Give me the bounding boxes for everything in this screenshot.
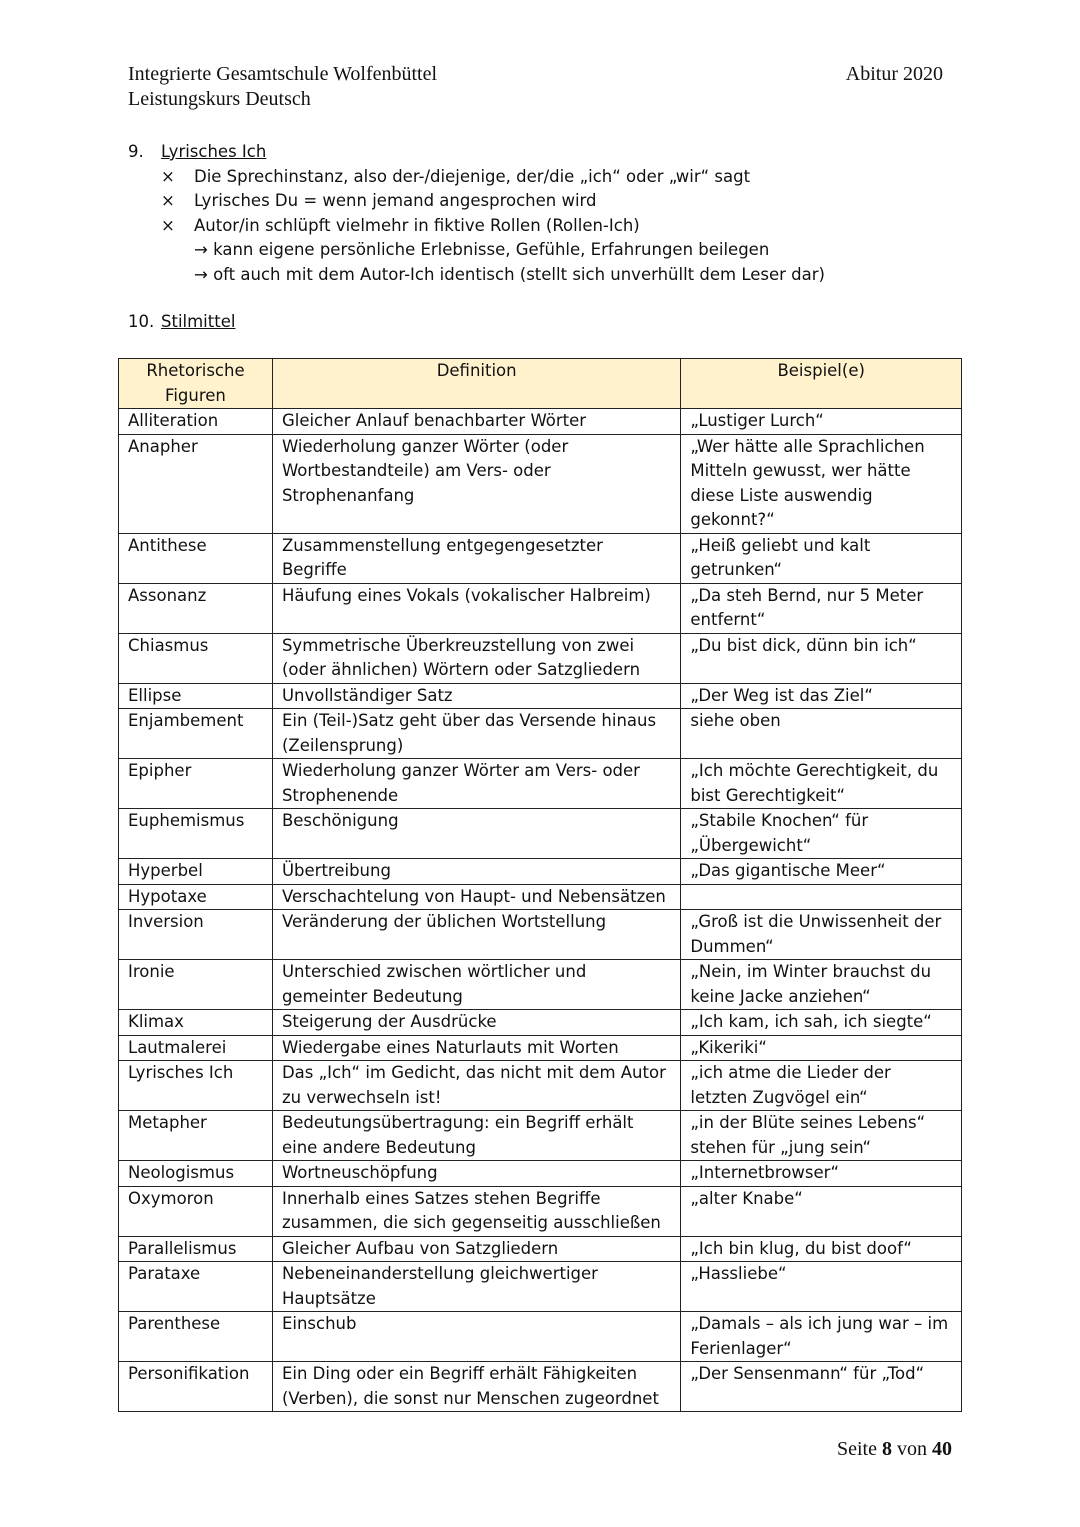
figure-name: Hyperbel xyxy=(119,859,273,885)
arrow-item: → oft auch mit dem Autor-Ich identisch (stellt sich unverhüllt dem Leser dar) xyxy=(194,264,825,284)
figure-definition: Unterschied zwischen wörtlicher und gemeinter Bedeutung xyxy=(272,960,680,1010)
figure-definition: Wiedergabe eines Naturlauts mit Worten xyxy=(272,1035,680,1061)
figure-definition: Wortneuschöpfung xyxy=(272,1161,680,1187)
figure-example xyxy=(681,884,962,910)
section-heading xyxy=(128,310,235,335)
table-row xyxy=(119,1362,962,1412)
figure-name: Enjambement xyxy=(119,709,273,759)
figure-name: Neologismus xyxy=(119,1161,273,1187)
figure-definition: Ein Ding oder ein Begriff erhält Fähigkeiten (Verben), die sonst nur Menschen zugeordnet xyxy=(272,1362,680,1412)
table-row xyxy=(119,960,962,1010)
school-name: Integrierte Gesamtschule Wolfenbüttel xyxy=(128,63,438,85)
cross-bullet-icon: × xyxy=(161,191,175,210)
table-row xyxy=(119,1186,962,1236)
figure-definition: Häufung eines Vokals (vokalischer Halbreim) xyxy=(272,583,680,633)
figure-name: Ironie xyxy=(119,960,273,1010)
figure-example: „Lustiger Lurch“ xyxy=(681,409,962,435)
table-row xyxy=(119,1111,962,1161)
arrow-item: → kann eigene persönliche Erlebnisse, Gefühle, Erfahrungen beilegen xyxy=(194,240,770,259)
bullet-item xyxy=(161,189,825,214)
exam-label: Abitur 2020 xyxy=(845,63,943,85)
figure-example: siehe oben xyxy=(681,709,962,759)
figure-definition: Unvollständiger Satz xyxy=(272,683,680,709)
figure-example: „Da steh Bernd, nur 5 Meter entfernt“ xyxy=(681,583,962,633)
figure-definition: Einschub xyxy=(272,1312,680,1362)
stilmittel-table xyxy=(118,358,962,1412)
figure-name: Parallelismus xyxy=(119,1236,273,1262)
table-row xyxy=(119,633,962,683)
figure-example: „Der Sensenmann“ für „Tod“ xyxy=(681,1362,962,1412)
table-row xyxy=(119,1236,962,1262)
figure-example: „Groß ist die Unwissenheit der Dummen“ xyxy=(681,910,962,960)
figure-example: „alter Knabe“ xyxy=(681,1186,962,1236)
figure-example: „ich atme die Lieder der letzten Zugvögel ein“ xyxy=(681,1061,962,1111)
figure-example: „Heiß geliebt und kalt getrunken“ xyxy=(681,533,962,583)
bullet-text: Lyrisches Du = wenn jemand angesprochen wird xyxy=(194,191,597,210)
figure-definition: Steigerung der Ausdrücke xyxy=(272,1010,680,1036)
figure-name: Parataxe xyxy=(119,1262,273,1312)
table-row xyxy=(119,759,962,809)
figure-name: Alliteration xyxy=(119,409,273,435)
cross-bullet-icon: × xyxy=(161,166,175,186)
figure-name: Ellipse xyxy=(119,683,273,709)
page-number xyxy=(837,1438,952,1461)
section-title: Stilmittel xyxy=(161,312,236,331)
figure-example: „Ich kam, ich sah, ich siegte“ xyxy=(681,1010,962,1036)
bullet-item xyxy=(161,165,825,190)
total-pages: 40 xyxy=(932,1438,952,1460)
figure-name: Metapher xyxy=(119,1111,273,1161)
figure-definition: Verschachtelung von Haupt- und Nebensätzen xyxy=(272,884,680,910)
figure-name: Anapher xyxy=(119,434,273,533)
figure-definition: Veränderung der üblichen Wortstellung xyxy=(272,910,680,960)
figure-example: „Der Weg ist das Ziel“ xyxy=(681,683,962,709)
table-row xyxy=(119,583,962,633)
table-row xyxy=(119,1161,962,1187)
figure-example: „Kikeriki“ xyxy=(681,1035,962,1061)
bullet-text: Autor/in schlüpft vielmehr in fiktive Rollen (Rollen-Ich) xyxy=(194,215,640,235)
figure-example: „in der Blüte seines Lebens“ stehen für „jung sein“ xyxy=(681,1111,962,1161)
table-row xyxy=(119,1035,962,1061)
section-number: 9. xyxy=(128,142,144,161)
figure-example: „Das gigantische Meer“ xyxy=(681,859,962,885)
section-number: 10. xyxy=(128,312,155,331)
table-row xyxy=(119,859,962,885)
figure-name: Assonanz xyxy=(119,583,273,633)
table-row xyxy=(119,1061,962,1111)
figure-example: „Internetbrowser“ xyxy=(681,1161,962,1187)
table-row xyxy=(119,533,962,583)
figure-name: Parenthese xyxy=(119,1312,273,1362)
figure-definition: Übertreibung xyxy=(272,859,680,885)
figure-definition: Gleicher Anlauf benachbarter Wörter xyxy=(272,409,680,435)
column-header: Rhetorische Figuren xyxy=(119,359,273,409)
current-page: 8 xyxy=(882,1438,892,1460)
figure-name: Lyrisches Ich xyxy=(119,1061,273,1111)
figure-example: „Hassliebe“ xyxy=(681,1262,962,1312)
figure-example: „Damals – als ich jung war – im Ferienlager“ xyxy=(681,1312,962,1362)
column-header: Definition xyxy=(272,359,680,409)
figure-name: Inversion xyxy=(119,910,273,960)
section-lyrisches-ich xyxy=(128,140,825,287)
figure-definition: Wiederholung ganzer Wörter (oder Wortbestandteile) am Vers- oder Strophenanfang xyxy=(272,434,680,533)
table-row xyxy=(119,1312,962,1362)
table-body xyxy=(119,409,962,1412)
figure-definition: Symmetrische Überkreuzstellung von zwei (oder ähnlichen) Wörtern oder Satzgliedern xyxy=(272,633,680,683)
figure-name: Antithese xyxy=(119,533,273,583)
figure-definition: Gleicher Aufbau von Satzgliedern xyxy=(272,1236,680,1262)
figure-example: „Du bist dick, dünn bin ich“ xyxy=(681,633,962,683)
figure-name: Lautmalerei xyxy=(119,1035,273,1061)
course-name: Leistungskurs Deutsch xyxy=(128,88,311,110)
figure-definition: Innerhalb eines Satzes stehen Begriffe zusammen, die sich gegenseitig ausschließen xyxy=(272,1186,680,1236)
figure-example: „Ich bin klug, du bist doof“ xyxy=(681,1236,962,1262)
figure-name: Klimax xyxy=(119,1010,273,1036)
figure-example: „Wer hätte alle Sprachlichen Mitteln gewusst, wer hätte diese Liste auswendig gekonnt?“ xyxy=(681,434,962,533)
table-row xyxy=(119,409,962,435)
table-row xyxy=(119,809,962,859)
table-row xyxy=(119,683,962,709)
figure-name: Euphemismus xyxy=(119,809,273,859)
section-heading xyxy=(128,140,825,165)
section-stilmittel xyxy=(128,310,235,335)
figure-name: Epipher xyxy=(119,759,273,809)
column-header: Beispiel(e) xyxy=(681,359,962,409)
figure-name: Personifikation xyxy=(119,1362,273,1412)
page-label: Seite xyxy=(837,1438,877,1460)
figure-name: Oxymoron xyxy=(119,1186,273,1236)
table-header-row xyxy=(119,359,962,409)
figure-definition: Ein (Teil-)Satz geht über das Versende hinaus (Zeilensprung) xyxy=(272,709,680,759)
figure-name: Hypotaxe xyxy=(119,884,273,910)
table-row xyxy=(119,434,962,533)
figure-example: „Nein, im Winter brauchst du keine Jacke anziehen“ xyxy=(681,960,962,1010)
figure-definition: Das „Ich“ im Gedicht, das nicht mit dem Autor zu verwechseln ist! xyxy=(272,1061,680,1111)
cross-bullet-icon: × xyxy=(161,215,175,235)
table-row xyxy=(119,709,962,759)
of-label: von xyxy=(897,1438,927,1460)
table-row xyxy=(119,1010,962,1036)
figure-definition: Beschönigung xyxy=(272,809,680,859)
figure-example: „Stabile Knochen“ für „Übergewicht“ xyxy=(681,809,962,859)
bullet-text: Die Sprechinstanz, also der-/diejenige, der/die „ich“ oder „wir“ sagt xyxy=(194,166,751,186)
figure-definition: Zusammenstellung entgegengesetzter Begriffe xyxy=(272,533,680,583)
table-row xyxy=(119,910,962,960)
figure-example: „Ich möchte Gerechtigkeit, du bist Gerechtigkeit“ xyxy=(681,759,962,809)
table-row xyxy=(119,1262,962,1312)
table-row xyxy=(119,884,962,910)
figure-definition: Wiederholung ganzer Wörter am Vers- oder Strophenende xyxy=(272,759,680,809)
bullet-item xyxy=(161,214,825,239)
page-header-left xyxy=(128,62,437,112)
figure-definition: Bedeutungsübertragung: ein Begriff erhält eine andere Bedeutung xyxy=(272,1111,680,1161)
figure-name: Chiasmus xyxy=(119,633,273,683)
section-title: Lyrisches Ich xyxy=(161,142,267,161)
figure-definition: Nebeneinanderstellung gleichwertiger Hauptsätze xyxy=(272,1262,680,1312)
